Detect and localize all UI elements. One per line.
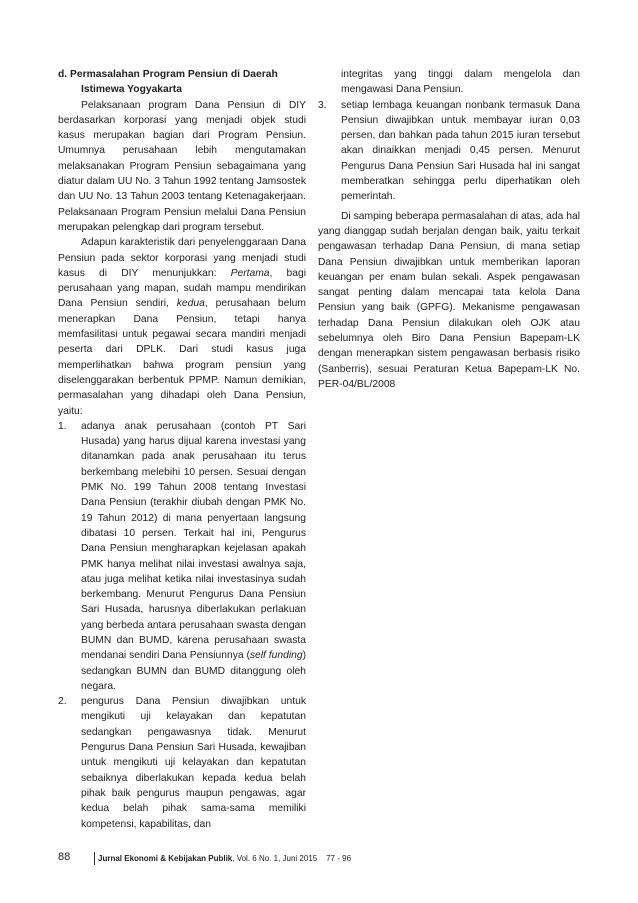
- left-column: [58, 67, 306, 832]
- journal-citation: [98, 854, 351, 863]
- paragraph-2-text-b: , bagi perusahaan yang mapan, sudah mampu mendirikan Dana Pensiun sendiri,: [58, 267, 306, 310]
- journal-name: Jurnal Ekonomi & Kebijakan Publik: [98, 854, 233, 863]
- emphasis-kedua: kedua: [176, 298, 205, 310]
- list-number: 2.: [58, 696, 67, 708]
- list-item-3: [318, 98, 580, 205]
- list-item-2-continuation: integritas yang tinggi dalam mengelola dan mengawasi Dana Pensiun.: [341, 69, 580, 96]
- list-item-text-b: ) sedangkan BUMN dan BUMD ditanggung oleh negara.: [81, 650, 307, 692]
- list-item-2: [58, 694, 306, 832]
- paragraph-3: Di samping beberapa permasalahan di atas, ada hal yang dianggap sudah berjalan dengan baik, yaitu terkait pengawasan terhadap Dana Pensiun, di mana setiap Dana Pensiun diwajibkan untuk memberikan laporan keuangan per enam bulan sekali. Aspek pengawasan sangat penting dalam mencapai tata kelola Dana Pensiun yang baik (GPFG). Mekanisme pengawasan terhadap Dana Pensiun dilakukan oleh OJK atau sebelumnya oleh Biro Dana Pensiun Bapepam-LK dengan menerapkan sistem pengawasan berbasis risiko (Sanberris), sesuai Peraturan Ketua Bapepam-LK No. PER-04/BL/2008: [318, 210, 580, 390]
- section-heading: [58, 67, 306, 98]
- list-number: 3.: [318, 99, 327, 111]
- page-range: 77 - 96: [326, 854, 352, 863]
- footer-divider: [94, 852, 95, 865]
- paragraph-1: Pelaksanaan program Dana Pensiun di DIY berdasarkan korporasi yang menjadi objek studi kasus merupakan bagian dari Program Pensiun. Umumnya perusahaan lebih mengutamakan melaksanakan Program Pensiun sebagaimana yang diatur dalam UU No. 3 Tahun 1992 tentang Jamsostek dan UU No. 13 Tahun 2003 tentang Ketenagakerjaan. Pelaksanaan Program Pensiun melalui Dana Pensiun merupakan pelengkap dari program tersebut.: [58, 99, 306, 233]
- paragraph-2-text-c: , perusahaan belum menerapkan Dana Pensiun, tetapi hanya memfasilitasi untuk pegawai secara mandiri menjadi peserta dari DPLK. Dari studi kasus juga memperlihatkan bahwa program pensiun yang diselenggarakan berbentuk PPMP. Namun demikian, permasalahan yang dihadapi oleh Dana Pensiun, yaitu:: [58, 298, 306, 417]
- problem-list: [58, 419, 306, 832]
- list-number: 1.: [58, 420, 67, 432]
- paragraph-2-text-a: Adapun karakteristik dari penyelenggaraan Dana Pensiun pada sektor korporasi yang menjadi studi kasus di DIY menunjukkan:: [58, 237, 306, 279]
- section-heading-line2: Istimewa Yogyakarta: [81, 84, 182, 96]
- list-item-text: pengurus Dana Pensiun diwajibkan untuk mengikuti uji kelayakan dan kepatutan sedangkan pengawasnya tidak. Menurut Pengurus Dana Pensiun Sari Husada, kewajiban untuk mengikuti uji kelayakan dan kepatutan sebaiknya diberlakukan kepada kedua belah pihak baik pengurus maupun pengawas, agar kedua belah pihak sama-sama memiliki kompetensi, kapabilitas, dan: [81, 696, 306, 830]
- journal-issue: , Vol. 6 No. 1, Juni 2015: [232, 854, 318, 863]
- emphasis-pertama: Pertama: [230, 267, 270, 279]
- problem-list-continued: [318, 98, 580, 205]
- paragraph-2: [58, 235, 306, 419]
- emphasis-self-funding: self funding: [249, 650, 303, 662]
- page-number: 88: [58, 851, 71, 863]
- list-item-text-a: adanya anak perusahaan (contoh PT Sari Husada) yang harus dijual karena investasi yang ditanamkan pada anak perusahaan itu terus berkembang melebihi 10 persen. Sesuai dengan PMK No. 199 Tahun 2008 tentang Investasi Dana Pensiun (terakhir diubah dengan PMK No. 19 Tahun 2012) di mana penyertaan langsung dibatasi 10 persen. Terkait hal ini, Pengurus Dana Pensiun mengharapkan kejelasan apakah PMK hanya melihat nilai investasi awalnya saja, atau juga melihat ketika nilai investasinya sudah berkembang. Menurut Pengurus Dana Pensiun Sari Husada, harusnya diberlakukan perlakuan yang berbeda antara perusahaan swasta dengan BUMN dan BUMD, karena perusahaan swasta mendanai sendiri Dana Pensiunnya (: [81, 420, 306, 662]
- list-item-1: [58, 419, 306, 694]
- page-footer: [58, 853, 598, 869]
- right-column: [318, 67, 580, 392]
- section-heading-line1: d. Permasalahan Program Pensiun di Daerah: [58, 69, 278, 80]
- list-item-text: setiap lembaga keuangan nonbank termasuk Dana Pensiun diwajibkan untuk membayar iuran 0,03 persen, dan bahkan pada tahun 2015 iuran tersebut akan dinaikkan menjadi 0,45 persen. Menurut Pengurus Dana Pensiun Sari Husada hal ini sangat memberatkan sehingga perlu diperhatikan oleh pemerintah.: [341, 99, 580, 203]
